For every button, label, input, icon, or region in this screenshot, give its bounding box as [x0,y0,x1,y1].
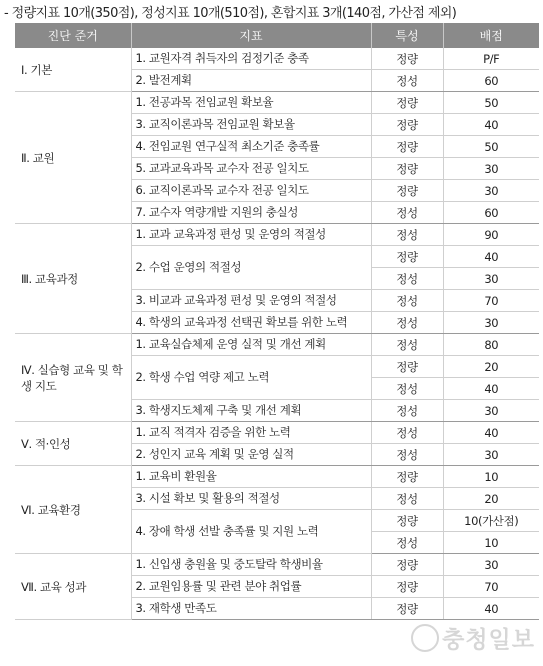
score-cell: 30 [443,400,539,422]
indicator-label: 2. 교원임용률 및 관련 분야 취업률 [135,579,302,593]
indicator-label: 1. 교과 교육과정 편성 및 운영의 적절성 [135,227,326,241]
indicator-label: 1. 교원자격 취득자의 검정기준 충족 [135,51,309,65]
score-cell: 60 [443,202,539,224]
indicator-label: 3. 시설 확보 및 활용의 적절성 [135,491,280,505]
summary-note: - 정량지표 10개(350점), 정성지표 10개(510점), 혼합지표 3개(140점, 가산점 제외) [4,6,457,21]
indicator-cell [131,224,371,246]
score-cell: 30 [443,444,539,466]
type-cell: 정량 [371,356,443,378]
indicator-label: 4. 전임교원 연구실적 최소기준 충족률 [135,139,320,153]
type-cell: 정성 [371,488,443,510]
watermark-text: 충청일보 [442,627,535,653]
indicator-cell [131,400,371,422]
table-row [15,48,539,70]
indicator-label: 2. 학생 수업 역량 제고 노력 [135,370,270,384]
indicator-label: 7. 교수자 역량개발 지원의 충실성 [135,205,298,219]
score-cell: 40 [443,114,539,136]
type-cell: 정량 [371,554,443,576]
type-cell: 정량 [371,576,443,598]
type-cell: 정성 [371,290,443,312]
criteria-label: Ⅶ. 교육 성과 [21,579,87,594]
indicator-cell [131,422,371,444]
logo-icon [411,624,439,652]
score-cell: 70 [443,290,539,312]
score-cell: 40 [443,378,539,400]
score-cell: 80 [443,334,539,356]
type-cell: 정성 [371,334,443,356]
header-indicator: 지표 [131,23,371,48]
score-cell: 30 [443,158,539,180]
type-cell: 정성 [371,444,443,466]
indicator-cell [131,92,371,114]
type-cell: 정성 [371,70,443,92]
indicator-label: 3. 교직이론과목 전임교원 확보율 [135,117,295,131]
type-cell: 정량 [371,158,443,180]
indicator-cell [131,356,371,400]
score-cell: 40 [443,246,539,268]
score-cell: 30 [443,312,539,334]
score-cell: 50 [443,92,539,114]
type-cell: 정량 [371,92,443,114]
type-cell: 정량 [371,48,443,70]
score-cell: P/F [443,48,539,70]
indicator-label: 2. 성인지 교육 계획 및 운영 실적 [135,447,294,461]
criteria-cell [15,48,131,92]
score-cell: 20 [443,356,539,378]
header-criteria: 진단 준거 [15,23,131,48]
score-cell: 90 [443,224,539,246]
indicator-label: 1. 전공과목 전임교원 확보율 [135,95,274,109]
indicator-cell [131,202,371,224]
indicator-label: 2. 수업 운영의 적절성 [135,260,242,274]
score-cell: 40 [443,422,539,444]
type-cell: 정성 [371,400,443,422]
evaluation-table [15,23,539,620]
indicator-label: 1. 교육비 환원율 [135,469,217,483]
indicator-cell [131,510,371,554]
criteria-cell [15,224,131,334]
type-cell: 정성 [371,224,443,246]
type-cell: 정성 [371,202,443,224]
indicator-label: 3. 비교과 교육과정 편성 및 운영의 적절성 [135,293,337,307]
table-body [15,48,539,620]
table-row [15,224,539,246]
indicator-cell [131,554,371,576]
criteria-cell [15,554,131,620]
header-type: 특성 [371,23,443,48]
table-row [15,466,539,488]
indicator-label: 4. 학생의 교육과정 선택권 확보를 위한 노력 [135,315,348,329]
indicator-cell [131,70,371,92]
indicator-cell [131,466,371,488]
table-row [15,554,539,576]
indicator-cell [131,290,371,312]
indicator-cell [131,158,371,180]
score-cell: 30 [443,554,539,576]
indicator-cell [131,48,371,70]
indicator-label: 3. 재학생 만족도 [135,601,217,615]
criteria-label: Ⅱ. 교원 [21,150,55,165]
indicator-label: 3. 학생지도체제 구축 및 개선 계획 [135,403,302,417]
indicator-cell [131,598,371,620]
indicator-label: 1. 신입생 충원율 및 중도탈락 학생비율 [135,557,323,571]
score-cell: 70 [443,576,539,598]
criteria-label: Ⅴ. 적·인성 [21,436,71,451]
type-cell: 정성 [371,378,443,400]
indicator-cell [131,576,371,598]
criteria-label: Ⅵ. 교육환경 [21,502,81,517]
criteria-cell [15,334,131,422]
criteria-label: Ⅲ. 교육과정 [21,271,78,286]
score-cell: 10 [443,532,539,554]
header-score: 배점 [443,23,539,48]
indicator-cell [131,136,371,158]
score-cell: 30 [443,180,539,202]
indicator-cell [131,114,371,136]
criteria-cell [15,466,131,554]
type-cell: 정성 [371,268,443,290]
table-header-row [15,23,539,48]
type-cell: 정량 [371,136,443,158]
score-cell: 40 [443,598,539,620]
type-cell: 정량 [371,180,443,202]
indicator-label: 2. 발전계획 [135,73,192,87]
type-cell: 정성 [371,312,443,334]
newspaper-watermark [411,621,535,654]
score-cell: 10(가산점) [443,510,539,532]
criteria-label: Ⅳ. 실습형 교육 및 학생 지도 [21,362,123,393]
table-row [15,334,539,356]
type-cell: 정성 [371,422,443,444]
criteria-cell [15,422,131,466]
indicator-cell [131,334,371,356]
score-cell: 10 [443,466,539,488]
indicator-cell [131,312,371,334]
indicator-cell [131,488,371,510]
score-cell: 30 [443,268,539,290]
table-row [15,422,539,444]
type-cell: 정량 [371,114,443,136]
type-cell: 정량 [371,598,443,620]
score-cell: 20 [443,488,539,510]
type-cell: 정성 [371,532,443,554]
type-cell: 정량 [371,466,443,488]
table-row [15,92,539,114]
indicator-label: 1. 교육실습체제 운영 실적 및 개선 계획 [135,337,326,351]
indicator-label: 6. 교직이론과목 교수자 전공 일치도 [135,183,309,197]
criteria-cell [15,92,131,224]
indicator-label: 1. 교직 적격자 검증을 위한 노력 [135,425,291,439]
indicator-label: 4. 장애 학생 선발 충족률 및 지원 노력 [135,524,319,538]
indicator-cell [131,444,371,466]
type-cell: 정량 [371,510,443,532]
score-cell: 50 [443,136,539,158]
indicator-cell [131,180,371,202]
score-cell: 60 [443,70,539,92]
criteria-label: Ⅰ. 기본 [21,62,52,77]
indicator-label: 5. 교과교육과목 교수자 전공 일치도 [135,161,309,175]
type-cell: 정량 [371,246,443,268]
indicator-cell [131,246,371,290]
